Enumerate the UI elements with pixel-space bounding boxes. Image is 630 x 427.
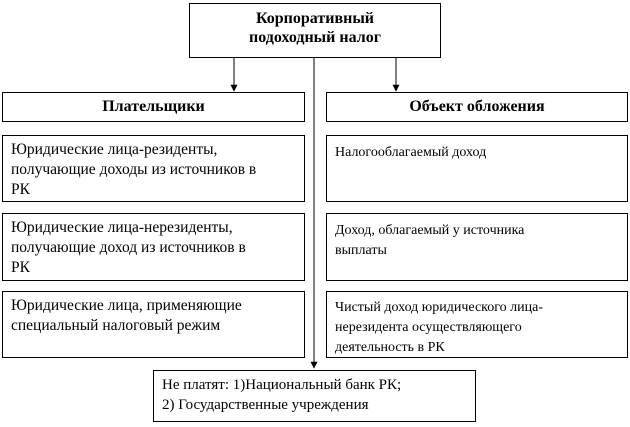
payer-item-1-line-1: Юридические лица-резиденты, xyxy=(11,141,218,158)
payer-item-3-line-2: специальный налоговый режим xyxy=(11,317,221,334)
payer-item-1-line-3: РК xyxy=(11,181,30,198)
object-item-3-line-3: деятельность в РК xyxy=(335,340,445,355)
object-item-2-line-1: Доход, облагаемый у источника xyxy=(335,223,525,238)
object-header-label: Объект обложения xyxy=(409,98,545,115)
payer-item-3-line-1: Юридические лица, применяющие xyxy=(11,297,242,314)
payers-header-label: Плательщики xyxy=(102,98,205,115)
object-item-1 xyxy=(326,135,628,202)
title-line-2: подоходный налог xyxy=(248,29,381,46)
title-line-1: Корпоративный xyxy=(255,10,375,27)
exempt-line-2: 2) Государственные учреждения xyxy=(162,397,369,413)
payer-item-2-line-3: РК xyxy=(11,259,30,276)
object-header xyxy=(326,92,628,122)
payer-item-1-line-2: получающие доходы из источников в xyxy=(11,161,257,178)
object-item-3-line-2: нерезидента осуществляющего xyxy=(335,320,522,335)
object-item-3-line-1: Чистый доход юридического лица- xyxy=(335,300,543,315)
title-box xyxy=(189,3,441,58)
payer-item-1 xyxy=(2,135,305,202)
object-item-2 xyxy=(326,213,628,281)
payer-item-3 xyxy=(2,291,305,358)
payers-header xyxy=(2,92,305,122)
object-item-1-line-1: Налогооблагаемый доход xyxy=(335,145,487,160)
object-item-3 xyxy=(326,291,628,358)
exempt-box xyxy=(153,370,476,422)
exempt-line-1: Не платят: 1)Национальный банк РК; xyxy=(162,377,402,393)
payer-item-2 xyxy=(2,213,305,281)
payer-item-2-line-1: Юридические лица-нерезиденты, xyxy=(11,219,233,236)
object-item-2-line-2: выплаты xyxy=(335,243,387,258)
payer-item-2-line-2: получающие доход из источников в xyxy=(11,239,246,256)
